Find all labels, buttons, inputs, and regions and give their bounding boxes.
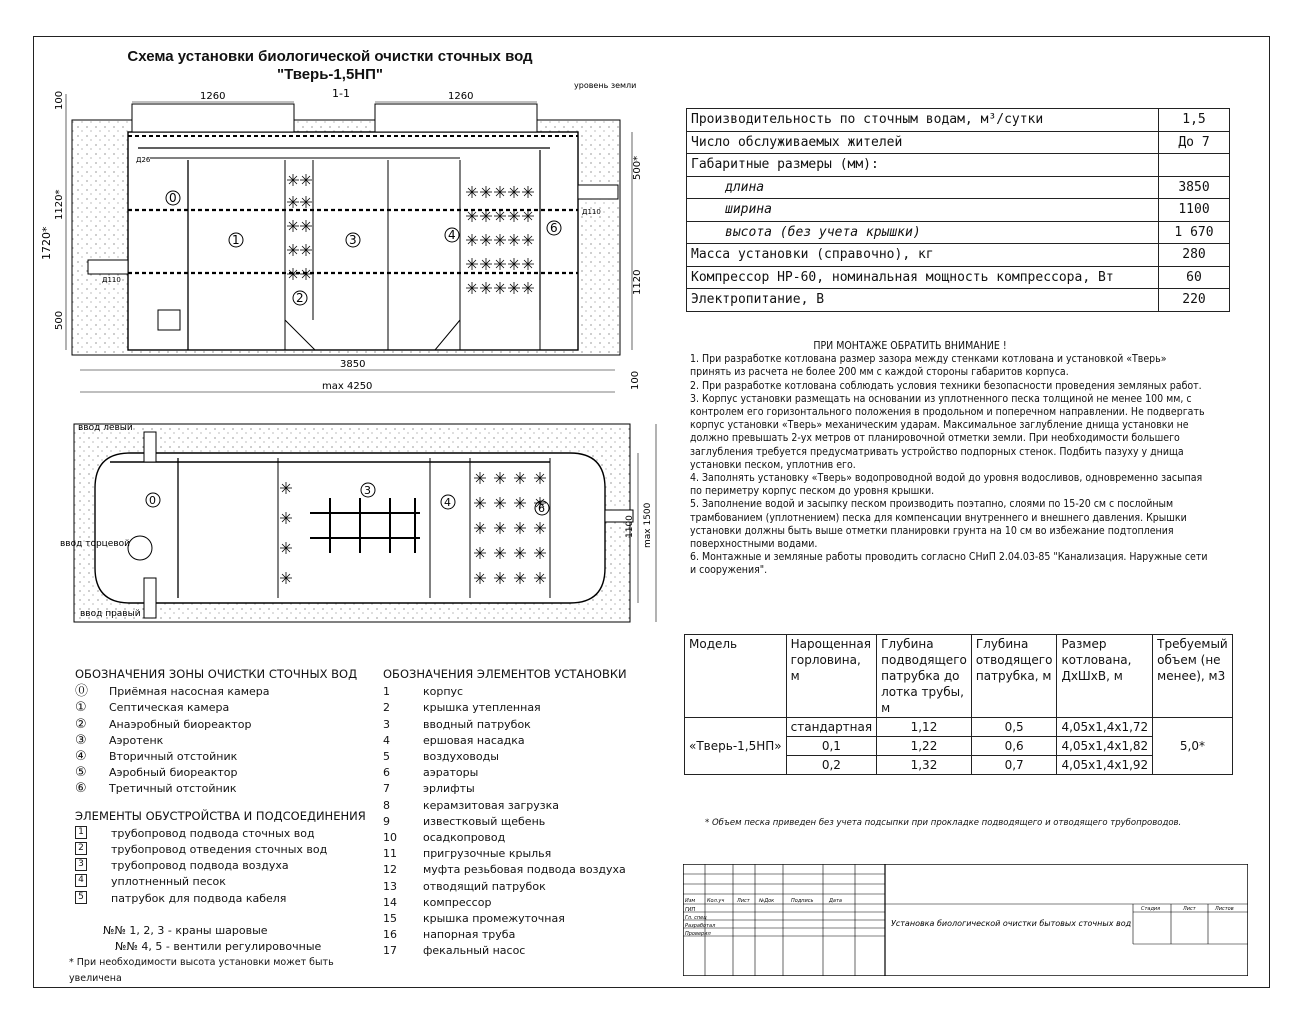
legend-label: крышка утепленная [423, 701, 541, 715]
svg-text:4: 4 [448, 228, 456, 242]
lid-right [375, 104, 537, 132]
model-name: «Тверь-1,5НП» [685, 718, 787, 775]
legend-key: 1 [75, 826, 87, 839]
plan-tank-outline [95, 453, 605, 603]
dim-1120-right: 1120 [632, 269, 643, 295]
spec-value: 1,5 [1159, 109, 1230, 132]
legend-key: 5 [383, 750, 390, 764]
legend-label: корпус [423, 685, 464, 699]
note-paragraph: 2. При разработке котлована соблюдать условия техники безопасности проведения земляных работ. [690, 379, 1202, 392]
legend-item [75, 733, 375, 749]
svg-text:6: 6 [538, 502, 545, 515]
dim-1260-right: 1260 [448, 91, 474, 102]
stamp-stage: Стадия [1141, 906, 1161, 912]
legend-item [383, 717, 663, 733]
legend-key: 13 [383, 879, 397, 893]
svg-text:1: 1 [232, 233, 240, 247]
models-cell: 1,22 [877, 737, 972, 756]
legend-label: Третичный отстойник [109, 782, 237, 796]
models-header-cell: Нарощенная горловина, м [786, 635, 876, 718]
legend-item [383, 879, 663, 895]
legend-key: 16 [383, 928, 397, 942]
zones-legend-heading: ОБОЗНАЧЕНИЯ ЗОНЫ ОЧИСТКИ СТОЧНЫХ ВОД [75, 667, 358, 681]
stamp-col-list: Лист [737, 898, 750, 904]
svg-text:2: 2 [296, 291, 304, 305]
height-note: * При необходимости высота установки может быть увеличена [69, 957, 334, 985]
legend-item [75, 781, 375, 797]
d110-right: Д110 [582, 208, 601, 216]
legend-key: 1 [383, 685, 390, 699]
plan-inlet-right [144, 578, 156, 618]
spec-row [687, 131, 1230, 154]
inlet-end-label: ввод торцевой [60, 539, 130, 549]
spec-table [686, 108, 1230, 312]
inlet-left-label: ввод левый [78, 423, 133, 433]
dim-4250: max 4250 [322, 381, 373, 392]
legend-item [383, 830, 663, 846]
legend-key: ⑤ [75, 765, 87, 781]
note-paragraph: 6. Монтажные и земляные работы проводить согласно СНиП 2.04.03-85 "Канализация. Наружные сети и сооружения". [690, 551, 1208, 577]
stamp-col-kolich: Кол.уч [707, 898, 725, 904]
stamp-role-checked: Проверил [685, 931, 711, 937]
spec-param: Производительность по сточным водам, м³/сутки [687, 109, 1159, 132]
legend-key: ① [75, 700, 87, 716]
legend-key: ② [75, 716, 87, 732]
drawing-title-line2: "Тверь-1,5НП" [276, 66, 384, 83]
spec-row [687, 109, 1230, 132]
stamp-col-sign: Подпись [791, 898, 814, 904]
legend-label: Приёмная насосная камера [109, 685, 270, 699]
dim-1100: 1100 [625, 515, 635, 538]
dim-1720: 1720* [40, 226, 53, 260]
inlet-pipe [88, 260, 128, 274]
svg-text:6: 6 [550, 221, 558, 235]
svg-text:3: 3 [349, 233, 357, 247]
stamp-col-izm: Изм [685, 898, 696, 904]
legend-item [75, 700, 375, 716]
legend-label: Анаэробный биореактор [109, 717, 252, 731]
svg-text:0: 0 [149, 494, 156, 507]
legend-item [383, 911, 663, 927]
models-cell: 0,2 [786, 756, 876, 775]
dim-1120: 1120* [54, 189, 65, 220]
legend-item [383, 895, 663, 911]
spec-row [687, 289, 1230, 312]
legend-key: ⓪ [75, 684, 89, 700]
zones-legend [69, 666, 375, 988]
legend-key: ④ [75, 749, 87, 765]
legend-label: Септическая камера [109, 701, 230, 715]
legend-key: 8 [383, 798, 390, 812]
legend-label: компрессор [423, 895, 492, 909]
legend-label: эрлифты [423, 782, 475, 796]
legend-label: аэраторы [423, 766, 479, 780]
models-header-cell: Размер котлована, ДхШхВ, м [1057, 635, 1153, 718]
models-cell: 4,05х1,4х1,92 [1057, 756, 1153, 775]
note-paragraph: 4. Заполнять установку «Тверь» водопроводной водой до уровня водосливов, одновременно засыпая по периметру корпус песком до уровня крышки. [690, 472, 1203, 498]
models-cell: 0,5 [971, 718, 1057, 737]
legend-item [75, 749, 375, 765]
legend-key: 10 [383, 831, 397, 845]
plan-inlet-left [144, 432, 156, 462]
stamp-sheet: Лист [1183, 906, 1196, 912]
dim-500-right: 500* [632, 155, 643, 180]
dim-100-top: 100 [54, 90, 65, 110]
legend-item [75, 874, 375, 890]
legend-label: напорная труба [423, 928, 516, 942]
legend-label: крышка промежуточная [423, 912, 565, 926]
d26-label: Д26 [136, 156, 151, 164]
spec-param: длина [687, 176, 1159, 199]
legend-label: Аэробный биореактор [109, 766, 238, 780]
legend-key: 14 [383, 895, 397, 909]
legend-label: фекальный насос [423, 944, 526, 958]
legend-label: керамзитовая загрузка [423, 798, 560, 812]
legend-key: 11 [383, 847, 397, 861]
spec-param: Компрессор HP-60, номинальная мощность компрессора, Вт [687, 266, 1159, 289]
legend-item [383, 700, 663, 716]
fittings-legend-heading: ЭЛЕМЕНТЫ ОБУСТРОЙСТВА И ПОДСОЕДИНЕНИЯ [75, 808, 366, 823]
spec-value: 3850 [1159, 176, 1230, 199]
legend-item [383, 798, 663, 814]
spec-value: 60 [1159, 266, 1230, 289]
ground-level-label: уровень земли [574, 81, 637, 90]
note-paragraph: 1. При разработке котлована размер зазора между стенками котлована и установкой «Тверь» принять из расчета не более 200 мм с каждой стороны габаритов корпуса. [690, 353, 1167, 379]
legend-item [383, 749, 663, 765]
legend-label: пригрузочные крылья [423, 847, 552, 861]
stamp-role-glspec: Гл. спец [685, 915, 707, 921]
models-cell: 4,05х1,4х1,72 [1057, 718, 1153, 737]
models-cell: 0,6 [971, 737, 1057, 756]
legend-key: 7 [383, 782, 390, 796]
stamp-doc-title: Установка биологической очистки бытовых сточных вод [891, 919, 1132, 928]
installation-notes [690, 340, 1210, 578]
lid-left [132, 104, 294, 132]
spec-value: 1100 [1159, 199, 1230, 222]
legend-label: трубопровод отведения сточных вод [111, 843, 328, 857]
stamp-role-gip: ГИП [685, 907, 696, 913]
outlet-pipe [578, 185, 618, 199]
plan-view-drawing [60, 418, 670, 628]
legend-item [383, 733, 663, 749]
legend-item [383, 765, 663, 781]
models-cell: 0,7 [971, 756, 1057, 775]
models-table [684, 634, 1233, 775]
legend-item [75, 891, 375, 907]
dim-100-bottom: 100 [630, 370, 641, 390]
elements-legend [383, 666, 663, 960]
models-header-cell: Модель [685, 635, 787, 718]
legend-key: ③ [75, 732, 87, 748]
title-block [683, 864, 1248, 976]
legend-label: ершовая насадка [423, 733, 525, 747]
required-volume: 5,0* [1153, 718, 1233, 775]
legend-item [75, 717, 375, 733]
legend-item [383, 781, 663, 797]
legend-label: трубопровод подвода воздуха [111, 859, 289, 873]
legend-key: 6 [383, 766, 390, 780]
spec-row [687, 199, 1230, 222]
drawing-title-line1: Схема установки биологической очистки сточных вод [127, 48, 533, 65]
legend-key: 2 [75, 842, 87, 855]
legend-key: 3 [75, 858, 87, 871]
dim-3850: 3850 [340, 359, 366, 370]
models-cell: стандартная [786, 718, 876, 737]
legend-item [383, 684, 663, 700]
legend-label: известковый щебень [423, 814, 546, 828]
legend-item [75, 826, 375, 842]
models-cell: 1,32 [877, 756, 972, 775]
models-cell: 0,1 [786, 737, 876, 756]
dim-500-left: 500 [54, 310, 65, 330]
spec-value: До 7 [1159, 131, 1230, 154]
spec-value: 1 670 [1159, 221, 1230, 244]
dim-1500: max 1500 [643, 502, 653, 548]
svg-text:4: 4 [444, 496, 451, 509]
legend-label: Вторичный отстойник [109, 750, 238, 764]
legend-item [383, 943, 663, 959]
spec-row [687, 244, 1230, 267]
svg-text:3: 3 [364, 484, 371, 497]
models-cell: 4,05х1,4х1,82 [1057, 737, 1153, 756]
valves-note-2: №№ 4, 5 - вентили регулировочные [115, 940, 322, 954]
stamp-role-developed: Разработал [685, 923, 716, 929]
legend-key: 5 [75, 891, 87, 904]
legend-item [383, 814, 663, 830]
valves-note-1: №№ 1, 2, 3 - краны шаровые [103, 923, 268, 937]
svg-text:0: 0 [169, 191, 177, 205]
models-row [685, 718, 1233, 737]
legend-item [383, 927, 663, 943]
legend-key: 4 [383, 733, 390, 747]
legend-item [383, 862, 663, 878]
note-paragraph: 3. Корпус установки размещать на основании из уплотненного песка толщиной не менее 100 мм, с контролем его горизонтального положения в продольном и поперечном направлении. Не подвергать корпус установки «Тверь» механическим ударам. Максимальное заглубление днища установки не должно превышать 2-ух метров от планировочной отметки земли. При необходимости большего заглубления требуется предусматривать устройство подпорных стенок. Подбить пазуху у днища установки песком, уплотнив его. [690, 392, 1205, 471]
stamp-sheets: Листов [1215, 906, 1234, 912]
spec-param: Электропитание, В [687, 289, 1159, 312]
spec-value: 280 [1159, 244, 1230, 267]
legend-key: 15 [383, 912, 397, 926]
legend-key: 4 [75, 874, 87, 887]
spec-row [687, 176, 1230, 199]
dim-1260-left: 1260 [200, 91, 226, 102]
legend-item [75, 765, 375, 781]
notes-heading: ПРИ МОНТАЖЕ ОБРАТИТЬ ВНИМАНИЕ ! [813, 340, 1007, 352]
legend-item [75, 858, 375, 874]
spec-value: 220 [1159, 289, 1230, 312]
legend-key: 12 [383, 863, 397, 877]
legend-label: уплотненный песок [111, 875, 226, 889]
legend-label: вводный патрубок [423, 717, 531, 731]
legend-label: отводящий патрубок [423, 879, 546, 893]
spec-param: Габаритные размеры (мм): [687, 154, 1159, 177]
legend-label: осадкопровод [423, 831, 506, 845]
plan-pump [128, 536, 152, 560]
legend-label: трубопровод подвода сточных вод [111, 826, 315, 840]
spec-param: высота (без учета крышки) [687, 221, 1159, 244]
spec-row [687, 154, 1230, 177]
inlet-right-label: ввод правый [80, 609, 141, 619]
legend-label: муфта резьбовая подвода воздуха [423, 863, 626, 877]
spec-param: Масса установки (справочно), кг [687, 244, 1159, 267]
legend-label: воздуховоды [423, 750, 499, 764]
drawing-title [120, 48, 540, 84]
legend-key: ⑥ [75, 781, 87, 797]
d110-left: Д110 [102, 276, 121, 284]
fecal-pump [158, 310, 180, 330]
stamp-col-date: Дата [829, 898, 842, 904]
models-header-cell: Глубина отводящего патрубка, м [971, 635, 1057, 718]
section-view-drawing [40, 80, 670, 400]
sand-footnote: * Объем песка приведен без учета подсыпки при прокладке подводящего и отводящего трубопроводов. [705, 818, 1182, 828]
stamp-col-ndoc: №Док [759, 898, 775, 904]
legend-key: 17 [383, 944, 397, 958]
section-label: 1-1 [332, 87, 350, 100]
spec-value [1159, 154, 1230, 177]
legend-label: патрубок для подвода кабеля [111, 891, 287, 905]
spec-param: Число обслуживаемых жителей [687, 131, 1159, 154]
elements-legend-heading: ОБОЗНАЧЕНИЯ ЭЛЕМЕНТОВ УСТАНОВКИ [383, 667, 627, 681]
spec-row [687, 266, 1230, 289]
legend-item [75, 684, 375, 700]
legend-label: Аэротенк [109, 733, 164, 747]
models-header-cell: Глубина подводящего патрубка до лотка трубы, м [877, 635, 972, 718]
legend-item [75, 842, 375, 858]
legend-key: 3 [383, 717, 390, 731]
models-header-row [685, 635, 1233, 718]
legend-key: 9 [383, 814, 390, 828]
models-cell: 1,12 [877, 718, 972, 737]
spec-row [687, 221, 1230, 244]
legend-key: 2 [383, 701, 390, 715]
models-header-cell: Требуемый объем (не менее), м3 [1153, 635, 1233, 718]
spec-param: ширина [687, 199, 1159, 222]
legend-item [383, 846, 663, 862]
note-paragraph: 5. Заполнение водой и засыпку песком производить поэтапно, слоями по 15-20 см с послойным трамбованием (уплотнением) песка для компенсации внутреннего и внешнего давления. Крышки установки должны быть выше отметки планировки грунта на 10 см во избежание подтопления поверхностными водами. [690, 498, 1187, 551]
